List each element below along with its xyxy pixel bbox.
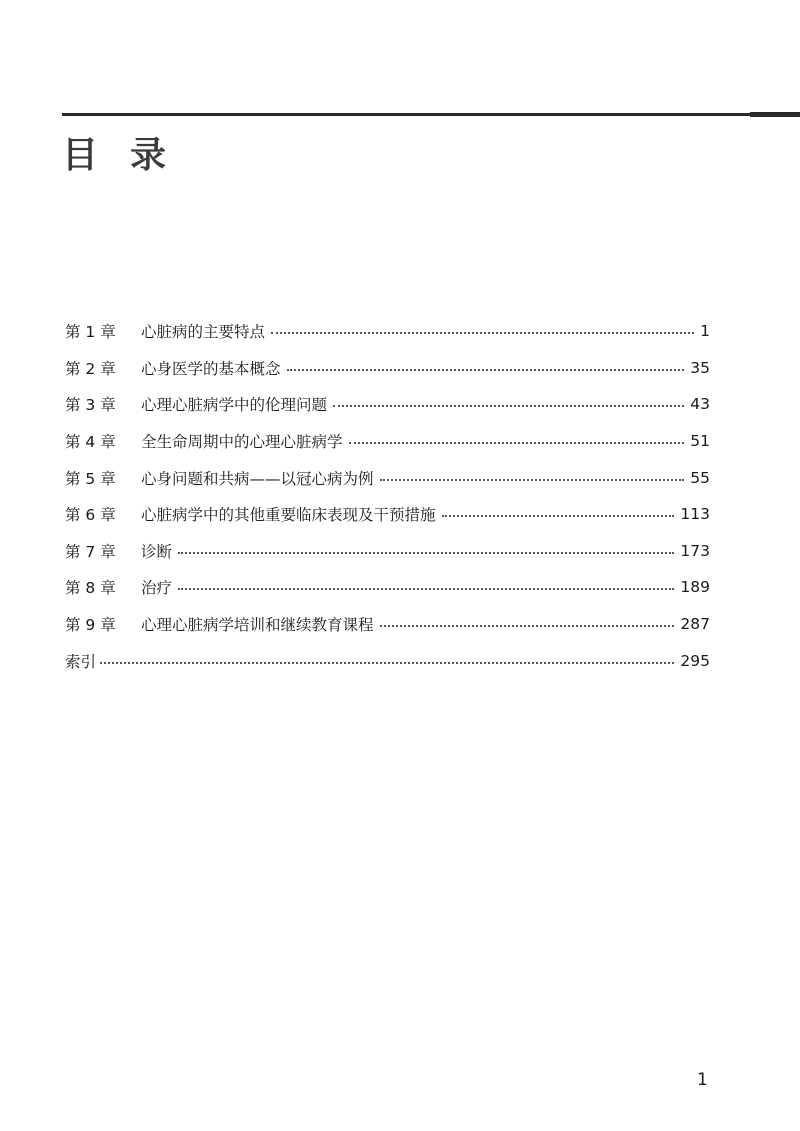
toc-dot-leader [178, 588, 674, 590]
toc-chapter-number: 第 7 章 [65, 542, 116, 561]
toc-dot-leader [380, 625, 675, 627]
toc-dot-leader [100, 662, 674, 664]
toc-dot-leader [333, 405, 684, 407]
toc-title: 诊断 [141, 542, 173, 561]
toc-chapter-number: 第 5 章 [65, 469, 116, 488]
toc-page-number: 189 [680, 578, 710, 597]
toc-page-number: 173 [680, 541, 710, 560]
toc-chapter-number: 第 6 章 [65, 506, 116, 525]
toc-page-number: 35 [690, 358, 710, 377]
toc-title: 心脏病学中的其他重要临床表现及干预措施 [141, 506, 436, 525]
toc-entry-chapter-3[interactable] [65, 386, 710, 423]
toc-chapter-number: 第 4 章 [65, 433, 116, 452]
toc-page-number: 1 [700, 322, 710, 341]
toc-title: 心脏病的主要特点 [141, 323, 266, 342]
toc-title: 心身问题和共病——以冠心病为例 [141, 469, 374, 488]
toc-entry-chapter-8[interactable] [65, 569, 710, 606]
toc-dot-leader [380, 479, 685, 481]
toc-title: 治疗 [141, 579, 173, 598]
toc-chapter-number: 第 9 章 [65, 616, 116, 635]
toc-chapter-number: 第 1 章 [65, 323, 116, 342]
toc-page-number: 43 [690, 395, 710, 414]
toc-dot-leader [349, 442, 685, 444]
page-number: 1 [697, 1070, 708, 1090]
toc-page-number: 113 [680, 505, 710, 524]
toc-chapter-number: 第 8 章 [65, 579, 116, 598]
toc-entry-chapter-1[interactable] [65, 313, 710, 350]
toc-title: 心身医学的基本概念 [141, 359, 281, 378]
toc-chapter-number: 第 2 章 [65, 359, 116, 378]
toc-entry-index[interactable] [65, 642, 710, 679]
page-title [62, 127, 166, 177]
toc-title: 索引 [65, 652, 97, 671]
top-rule [62, 113, 800, 116]
toc-entry-chapter-2[interactable] [65, 350, 710, 387]
toc-entry-chapter-9[interactable] [65, 606, 710, 643]
toc-page-number: 55 [690, 468, 710, 487]
toc-page-number: 287 [680, 615, 710, 634]
page-title-char-1: 目 [62, 134, 99, 176]
toc-title: 心理心脏病学培训和继续教育课程 [141, 616, 374, 635]
toc-dot-leader [442, 515, 675, 517]
toc-title: 心理心脏病学中的伦理问题 [141, 396, 328, 415]
toc-entry-chapter-6[interactable] [65, 496, 710, 533]
toc-dot-leader [287, 369, 685, 371]
toc-title: 全生命周期中的心理心脏病学 [141, 433, 343, 452]
toc-dot-leader [178, 552, 674, 554]
toc-page-number: 51 [690, 432, 710, 451]
table-of-contents [65, 313, 710, 679]
page-title-char-2: 录 [130, 134, 167, 176]
toc-entry-chapter-4[interactable] [65, 423, 710, 460]
toc-entry-chapter-5[interactable] [65, 459, 710, 496]
toc-dot-leader [271, 332, 694, 334]
toc-page-number: 295 [680, 651, 710, 670]
toc-entry-chapter-7[interactable] [65, 533, 710, 570]
toc-chapter-number: 第 3 章 [65, 396, 116, 415]
